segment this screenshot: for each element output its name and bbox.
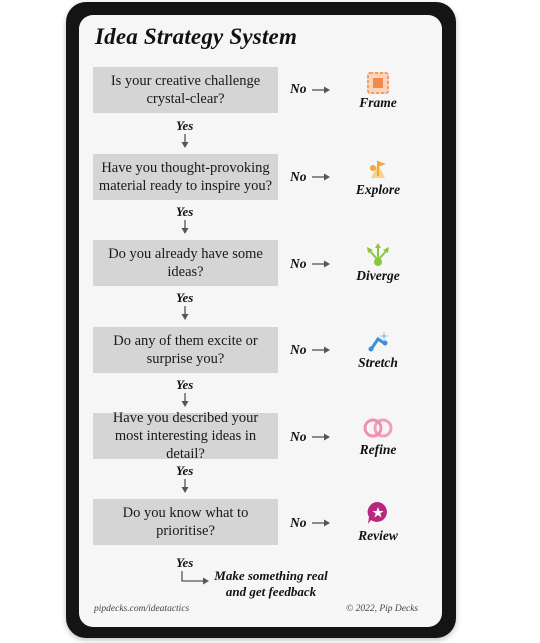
- outcome-refine: Refine: [359, 442, 397, 457]
- yes-arrow-2: [181, 220, 189, 234]
- no-label-6: No: [290, 515, 307, 530]
- no-arrow-2: [312, 173, 330, 181]
- no-label-4: No: [290, 342, 307, 357]
- no-label-1: No: [290, 81, 307, 96]
- yes-label-2: Yes: [176, 204, 194, 219]
- outcome-diverge: Diverge: [356, 268, 400, 283]
- yes-arrow-final: [180, 571, 210, 585]
- outcome-review: Review: [358, 528, 398, 543]
- no-label-5: No: [290, 429, 307, 444]
- footer-url: pipdecks.com/ideatactics: [94, 604, 190, 614]
- yes-label-6: Yes: [176, 555, 194, 570]
- question-box-5: Have you described your most interesting ideas in detail?: [93, 413, 278, 459]
- yes-arrow-5: [181, 479, 189, 493]
- no-arrow-3: [312, 260, 330, 268]
- no-arrow-6: [312, 519, 330, 527]
- no-arrow-4: [312, 346, 330, 354]
- question-box-6: Do you know what to prioritise?: [93, 499, 278, 545]
- outcome-frame: Frame: [359, 95, 397, 110]
- no-label-2: No: [290, 169, 307, 184]
- no-arrow-5: [312, 433, 330, 441]
- stretch-icon: [365, 328, 391, 354]
- yes-arrow-1: [181, 134, 189, 148]
- question-box-4: Do any of them excite or surprise you?: [93, 327, 278, 373]
- question-box-1: Is your creative challenge crystal-clear?: [93, 67, 278, 113]
- diverge-icon: [365, 242, 391, 268]
- yes-label-4: Yes: [176, 377, 194, 392]
- yes-label-1: Yes: [176, 118, 194, 133]
- yes-label-3: Yes: [176, 290, 194, 305]
- review-icon: [365, 500, 391, 526]
- outcome-explore: Explore: [355, 182, 401, 197]
- refine-icon: [362, 415, 394, 441]
- yes-label-5: Yes: [176, 463, 194, 478]
- outcome-stretch: Stretch: [358, 355, 398, 370]
- frame-icon: [365, 70, 391, 96]
- question-box-2: Have you thought-provoking material ready to inspire you?: [93, 154, 278, 200]
- yes-arrow-3: [181, 306, 189, 320]
- card-title: Idea Strategy System: [95, 24, 298, 49]
- no-label-3: No: [290, 256, 307, 271]
- question-box-3: Do you already have some ideas?: [93, 240, 278, 286]
- footer-copyright: © 2022, Pip Decks: [346, 604, 419, 614]
- explore-icon: [365, 156, 391, 182]
- yes-arrow-4: [181, 393, 189, 407]
- final-action: Make something real and get feedback: [214, 568, 328, 599]
- no-arrow-1: [312, 86, 330, 94]
